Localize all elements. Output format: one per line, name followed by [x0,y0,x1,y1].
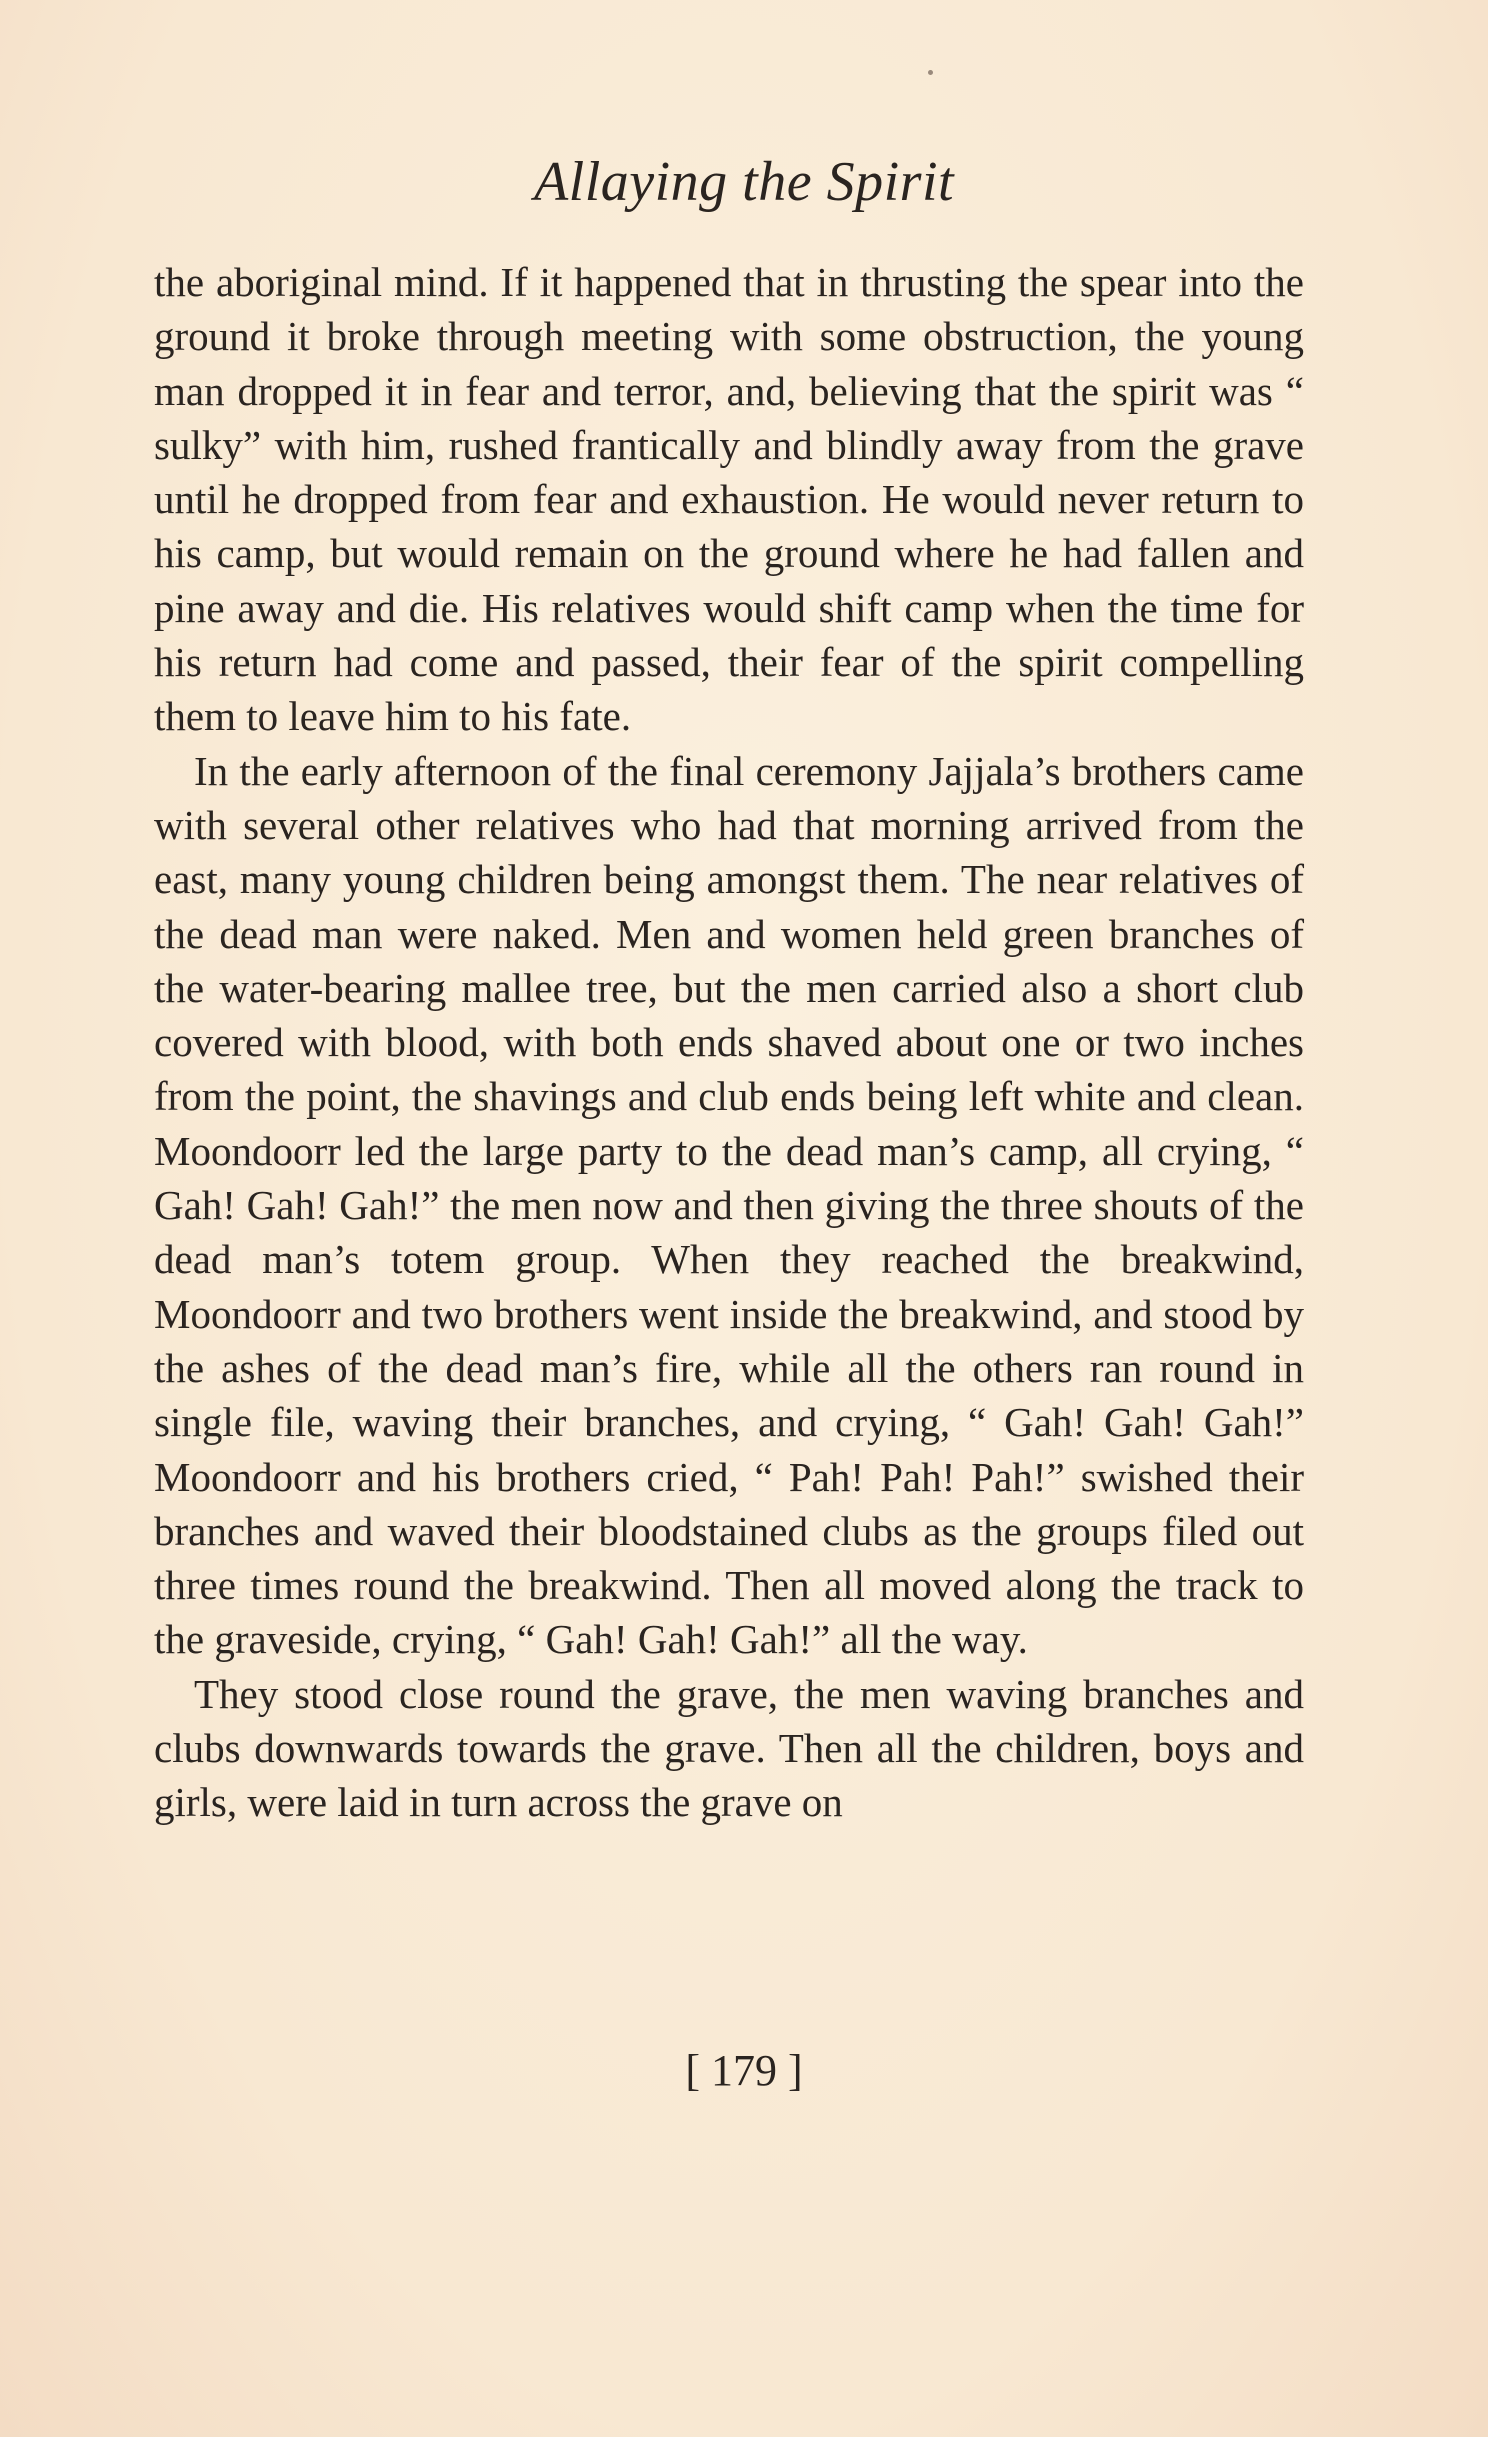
paragraph: the aboriginal mind. If it happened that in thrusting the spear into the ground it broke through meeting with some obstruction, the young man dropped it in fear and terror, and, believing that the spirit was “ sulky” with him, rushed frantically and blindly away from the grave until he dropped from fear and exhaustion. He would never return to his camp, but would remain on the ground where he had fallen and pine away and die. His relatives would shift camp when the time for his return had come and passed, their fear of the spirit compelling them to leave him to his fate. [154,259,1304,740]
paragraph: They stood close round the grave, the men waving branches and clubs downwards towards the grave. Then all the children, boys and girls, were laid in turn across the grave on [154,1670,1304,1826]
body-text [154,255,1304,1830]
paragraph: In the early afternoon of the final ceremony Jajjala’s brothers came with several other relatives who had that morning arrived from the east, many young children being amongst them. The near relatives of the dead man were naked. Men and women held green branches of the water-bearing mallee tree, but the men carried also a short club covered with blood, with both ends shaved about one or two inches from the point, the shavings and club ends being left white and clean. Moondoorr led the large party to the dead man’s camp, all crying, “ Gah! Gah! Gah!” the men now and then giving the three shouts of the dead man’s totem group. When they reached the breakwind, Moondoorr and two brothers went inside the breakwind, and stood by the ashes of the dead man’s fire, while all the others ran round in single file, waving their branches, and crying, “ Gah! Gah! Gah!” Moondoorr and his brothers cried, “ Pah! Pah! Pah!” swished their branches and waved their bloodstained clubs as the groups filed out three times round the breakwind. Then all moved along the track to the graveside, crying, “ Gah! Gah! Gah!” all the way. [154,747,1304,1663]
paper-speck [928,70,933,75]
page-number: [ 179 ] [685,2046,803,2095]
running-head: Allaying the Spirit [533,151,955,213]
